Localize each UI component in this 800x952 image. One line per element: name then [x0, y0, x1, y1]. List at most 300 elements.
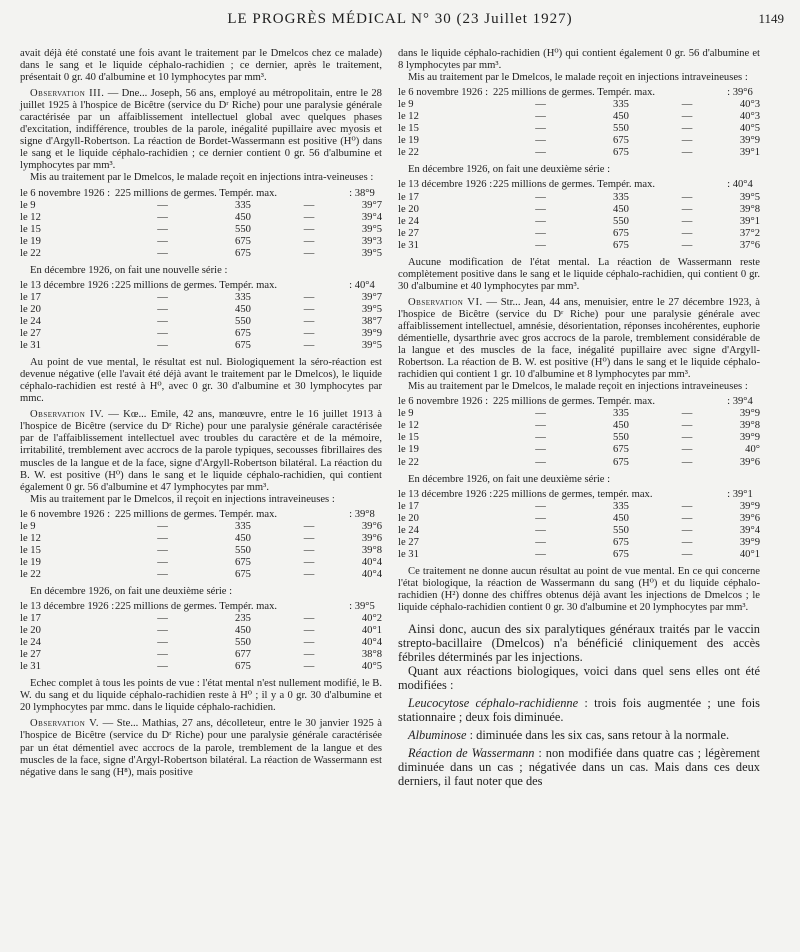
paragraph: Mis au traitement par le Dmelcos, le malade reçoit en injections intraveineuses :	[408, 72, 748, 84]
table-row	[398, 87, 760, 99]
table-cell: 450	[613, 512, 629, 524]
table-cell: 39°5	[361, 223, 382, 235]
table-cell: le 6 novembre 1926 :	[20, 508, 111, 520]
observation-label: Observation IV.	[30, 409, 104, 421]
table-cell: le 17	[398, 500, 419, 512]
injection-table	[398, 179, 760, 251]
table-cell: 677	[235, 649, 251, 661]
running-header	[16, 8, 784, 30]
table-cell: —	[681, 203, 693, 215]
table-cell: —	[303, 544, 315, 556]
table-row	[20, 649, 382, 661]
table-row	[398, 408, 760, 420]
table-cell: —	[157, 340, 168, 352]
summary-paragraph: Quant aux réactions biologiques, voici dans quel sens elles ont été modifiées :	[398, 664, 760, 693]
table-cell: le 20	[398, 512, 419, 524]
table-row	[20, 328, 382, 340]
table-cell: —	[535, 227, 546, 239]
table-cell: 225 millions de germes. Tempér. max.	[115, 279, 278, 291]
table-cell: 235	[235, 613, 251, 625]
table-cell: 39°9	[739, 135, 760, 147]
table-cell: —	[681, 239, 693, 251]
table-row	[398, 147, 760, 159]
table-cell: 450	[235, 532, 251, 544]
table-cell: le 13 décembre 1926 :	[398, 488, 493, 500]
table-cell: le 9	[398, 99, 414, 111]
table-cell: 40°4	[361, 556, 382, 568]
table-row	[398, 549, 760, 561]
table-cell: —	[303, 315, 315, 327]
table-row	[398, 420, 760, 432]
table-row	[20, 316, 382, 328]
table-cell: —	[535, 500, 546, 512]
table-cell: le 31	[20, 661, 41, 673]
table-cell: 675	[613, 147, 629, 159]
table-cell: —	[681, 123, 693, 135]
table-cell: —	[157, 520, 168, 532]
table-cell: —	[681, 456, 693, 468]
table-cell: 39°8	[739, 420, 760, 432]
table-cell: le 12	[398, 420, 419, 432]
table-cell: 675	[235, 328, 251, 340]
table-cell: —	[157, 247, 168, 259]
table-cell: —	[157, 235, 168, 247]
table-cell: 450	[613, 203, 629, 215]
table-cell: —	[157, 613, 168, 625]
table-cell: —	[535, 420, 546, 432]
table-cell: 39°7	[361, 199, 382, 211]
paragraph: En décembre 1926, on fait une nouvelle série :	[30, 264, 228, 276]
table-cell: 675	[235, 247, 251, 259]
table-row	[398, 179, 760, 191]
table-cell: 39°5	[361, 303, 382, 315]
table-cell: —	[157, 211, 168, 223]
table-cell: —	[303, 291, 315, 303]
table-row	[398, 192, 760, 204]
table-row	[398, 228, 760, 240]
table-row	[20, 340, 382, 352]
table-cell: le 19	[20, 235, 41, 247]
table-cell: 550	[613, 432, 629, 444]
table-cell: : 40°4	[349, 279, 375, 291]
table-cell: 335	[613, 500, 629, 512]
table-cell: 675	[235, 340, 251, 352]
table-cell: —	[681, 536, 693, 548]
table-cell: —	[157, 544, 168, 556]
table-cell: le 19	[20, 556, 41, 568]
table-cell: 40°3	[739, 111, 760, 123]
table-cell: —	[157, 556, 168, 568]
table-cell: 225 millions de germes. Tempér. max.	[115, 601, 278, 613]
table-cell: le 24	[20, 315, 41, 327]
table-cell: —	[303, 247, 315, 259]
table-cell: 335	[235, 291, 251, 303]
table-cell: —	[157, 625, 168, 637]
table-cell: 675	[235, 661, 251, 673]
table-cell: 225 millions de germes. Tempér. max.	[493, 396, 656, 408]
table-row	[20, 212, 382, 224]
observation-3: Observation III. — Dne... Joseph, 56 ans, employé au métropolitain, entre le 28 juillet 1925 à l'hospice de Bicêtre (service du Dʳ Riche) pour une paralysie générale caractérisée par un affaiblissement intellectuel global avec quelques phases d'excitation, indifférence, troubles de la parole, inégalité pupillaire avec myosis et signe d'Argyll-Robertson. La réaction de Bordet-Wassermann est positive (H⁰) dans le sang et le liquide céphalo-rachidien ; ce dernier contient 0 gr. 56 d'albumine et lymphocytes par mm³.	[20, 88, 382, 172]
table-cell: le 6 novembre 1926 :	[20, 187, 111, 199]
injection-table	[20, 188, 382, 260]
table-cell: le 9	[20, 199, 36, 211]
table-cell: —	[681, 512, 693, 524]
table-cell: le 13 décembre 1926 :	[20, 601, 115, 613]
table-cell: 39°6	[739, 512, 760, 524]
table-cell: le 22	[398, 456, 419, 468]
table-cell: —	[535, 99, 546, 111]
table-cell: —	[303, 568, 315, 580]
table-cell: 450	[235, 625, 251, 637]
table-row	[20, 248, 382, 260]
table-cell: 38°7	[361, 315, 382, 327]
table-cell: —	[303, 661, 315, 673]
table-cell: —	[535, 215, 546, 227]
table-cell: 37°6	[739, 239, 760, 251]
paragraph: dans le liquide céphalo-rachidien (H⁰) qui contient également 0 gr. 56 d'albumine et 8 lymphocytes par mm³.	[398, 48, 760, 72]
observation-label: Observation VI.	[408, 296, 483, 308]
table-row	[398, 396, 760, 408]
table-row	[20, 292, 382, 304]
table-cell: —	[681, 99, 693, 111]
table-cell: 225 millions de germes. Tempér. max.	[493, 179, 656, 191]
paragraph: En décembre 1926, on fait une deuxième série :	[30, 585, 233, 597]
table-cell: —	[681, 215, 693, 227]
observation-label: Observation V.	[30, 718, 100, 730]
table-cell: 39°6	[739, 456, 760, 468]
table-cell: 40°2	[361, 613, 382, 625]
table-row	[398, 432, 760, 444]
table-cell: le 19	[398, 135, 419, 147]
table-row	[20, 569, 382, 581]
table-row	[20, 625, 382, 637]
table-cell: le 17	[20, 291, 41, 303]
table-cell: —	[157, 649, 168, 661]
table-cell: —	[157, 637, 168, 649]
table-cell: 550	[235, 223, 251, 235]
page-number: 1149	[758, 11, 784, 26]
table-cell: —	[535, 203, 546, 215]
table-cell: —	[157, 315, 168, 327]
table-cell: 40°3	[739, 99, 760, 111]
table-cell: le 13 décembre 1926 :	[398, 179, 493, 191]
table-cell: le 31	[20, 340, 41, 352]
table-cell: 335	[235, 199, 251, 211]
table-cell: 450	[613, 420, 629, 432]
table-row	[20, 304, 382, 316]
table-row	[20, 280, 382, 292]
table-cell: —	[681, 444, 693, 456]
table-cell: 40°1	[361, 625, 382, 637]
table-cell: 39°1	[739, 147, 760, 159]
table-cell: —	[303, 235, 315, 247]
table-cell: 39°5	[361, 340, 382, 352]
table-row	[398, 525, 760, 537]
table-row	[398, 99, 760, 111]
table-cell: 335	[613, 191, 629, 203]
table-row	[20, 236, 382, 248]
table-cell: 450	[235, 211, 251, 223]
table-row	[398, 216, 760, 228]
table-cell: le 31	[398, 239, 419, 251]
table-cell: le 27	[20, 328, 41, 340]
table-cell: —	[535, 408, 546, 420]
table-cell: 225 millions de germes. Tempér. max.	[115, 508, 278, 520]
table-row	[398, 537, 760, 549]
table-cell: le 27	[398, 536, 419, 548]
table-cell: —	[303, 211, 315, 223]
table-row	[398, 204, 760, 216]
table-cell: 450	[613, 111, 629, 123]
table-row	[398, 457, 760, 469]
table-cell: 39°8	[361, 544, 382, 556]
table-row	[20, 509, 382, 521]
journal-title: LE PROGRÈS MÉDICAL N° 30 (23 Juillet 1927)	[227, 11, 573, 27]
table-cell: 675	[613, 548, 629, 560]
paragraph: Echec complet à tous les points de vue : l'état mental n'est nullement modifié, le B. W. du sang et du liquide céphalo-rachidien reste à H⁰ ; il y a 0 gr. 30 d'albumine et 20 lymphocytes par mmc. dans le liquide céphalo-rachidien.	[20, 678, 382, 714]
table-cell: 335	[613, 408, 629, 420]
table-cell: le 24	[20, 637, 41, 649]
paragraph: Mis au traitement par le Dmelcos, le malade reçoit en injections intra-veineuses :	[30, 172, 374, 184]
table-cell: 335	[235, 520, 251, 532]
table-cell: le 15	[398, 432, 419, 444]
result-wassermann: Réaction de Wassermann : non modifiée dans quatre cas ; légèrement diminuée dans un cas ; négativée dans un cas. Mais dans ces deux derniers, il faut noter que des	[398, 746, 760, 789]
table-cell: —	[157, 223, 168, 235]
table-cell: le 20	[20, 625, 41, 637]
paragraph: avait déjà été constaté une fois avant le traitement par le Dmelcos chez ce malade) dans le sang et le liquide céphalo-rachidien ; ce dernier, après le traitement, présentait 0 gr. 40 d'albumine et 10 lymphocytes par mm³.	[20, 48, 382, 84]
table-cell: 39°6	[361, 532, 382, 544]
table-cell: 39°9	[739, 408, 760, 420]
table-cell: le 20	[398, 203, 419, 215]
table-cell: —	[681, 420, 693, 432]
table-cell: le 20	[20, 303, 41, 315]
table-row	[398, 489, 760, 501]
table-cell: le 24	[398, 215, 419, 227]
table-cell: —	[535, 456, 546, 468]
table-cell: —	[681, 191, 693, 203]
table-cell: 675	[613, 135, 629, 147]
table-cell: 40°	[745, 444, 760, 456]
table-cell: 40°4	[361, 637, 382, 649]
table-cell: le 15	[20, 544, 41, 556]
table-cell: le 9	[20, 520, 36, 532]
table-cell: 675	[235, 556, 251, 568]
table-cell: le 12	[20, 211, 41, 223]
table-row	[398, 135, 760, 147]
observation-4: Observation IV. — Kœ... Emile, 42 ans, manœuvre, entre le 16 juillet 1913 à l'hospice de Bicêtre (service du Dʳ Riche) pour une paralysie générale caractérisée par de l'affaiblissement intellectuel avec troubles du caractère et de la mémoire, irritabilité, tremblement avec accrocs de la parole typiques, secousses fibrillaires des muscles de la langue et de la face, signe d'Argyll-Robertson bilatéral. La réaction du B. W. est positive (H⁰) dans le sang et le liquide céphalo-rachidien, qui contient également 0 gr. 56 d'albumine et 47 lymphocytes par mm³.	[20, 409, 382, 493]
observation-6: Observation VI. — Str... Jean, 44 ans, menuisier, entre le 27 décembre 1923, à l'hospice de Bicêtre (service du Dʳ Riche) pour une paralysie générale avec affaiblissement intellectuel, amnésie, désorientation, réponses incohérentes, euphorie démentielle, dysarthrie avec gros accrocs de la parole, tremblement considérable de la langue et des muscles de la face, inégalité pupillaire avec signe d'Argyll-Robertson. La réaction de B. W. est positive (H⁰) dans le sang et le liquide céphalo-rachidien qui contient 1 gr. 10 d'albumine et 8 lymphocytes par mm³.	[398, 296, 760, 381]
table-cell: —	[157, 568, 168, 580]
table-cell: le 15	[398, 123, 419, 135]
table-row	[20, 200, 382, 212]
table-cell: le 22	[20, 568, 41, 580]
paragraph: En décembre 1926, on fait une deuxième série :	[408, 164, 611, 176]
injection-table	[398, 396, 760, 468]
table-cell: 38°8	[361, 649, 382, 661]
paragraph: Au point de vue mental, le résultat est nul. Biologiquement la séro-réaction est devenue négative (elle l'avait été déjà avant le traitement par le Dmelcos), le liquide céphalo-rachidien est resté à H⁰, avec 0 gr. 30 d'albumine et 30 lymphocytes par mmc.	[20, 357, 382, 405]
table-cell: —	[535, 123, 546, 135]
table-cell: 550	[613, 524, 629, 536]
table-cell: —	[535, 444, 546, 456]
table-row	[20, 601, 382, 613]
result-albuminose: Albuminose : diminuée dans les six cas, sans retour à la normale.	[408, 728, 730, 743]
table-cell: 40°5	[739, 123, 760, 135]
table-cell: le 15	[20, 223, 41, 235]
table-cell: —	[303, 520, 315, 532]
table-cell: 39°8	[739, 203, 760, 215]
table-cell: 550	[613, 215, 629, 227]
table-cell: —	[303, 649, 315, 661]
paragraph: Mis au traitement par le Dmelcos, le malade reçoit en injections intraveineuses :	[408, 381, 748, 393]
table-cell: le 22	[398, 147, 419, 159]
table-cell: : 39°8	[349, 508, 375, 520]
table-row	[398, 444, 760, 456]
table-cell: le 6 novembre 1926 :	[398, 396, 489, 408]
observation-5: Observation V. — Ste... Mathias, 27 ans, décolleteur, entre le 30 janvier 1925 à l'hospice de Bicêtre (service du Dʳ Riche) pour une paralysie générale caractérisée par un état démentiel avec accrocs de la parole, tremblement de la langue et des muscles de la face, signe d'Argyl-Robertson bilatéral. La réaction de Wassermann est négative dans le sang (H⁸), mais positive	[20, 718, 383, 778]
table-cell: le 31	[398, 548, 419, 560]
result-leucocytose: Leucocytose céphalo-rachidienne : trois fois augmentée ; une fois stationnaire ; deux fois diminuée.	[398, 696, 760, 725]
right-column	[398, 48, 760, 788]
table-cell: 40°1	[739, 548, 760, 560]
table-cell: le 13 décembre 1926 :	[20, 279, 115, 291]
table-cell: —	[303, 556, 315, 568]
table-cell: 40°4	[361, 568, 382, 580]
table-cell: —	[681, 524, 693, 536]
table-cell: —	[535, 111, 546, 123]
table-cell: 550	[235, 315, 251, 327]
table-cell: —	[157, 328, 168, 340]
table-row	[398, 111, 760, 123]
table-cell: 550	[613, 123, 629, 135]
paragraph: Mis au traitement par le Dmelcos, il reçoit en injections intraveineuses :	[30, 493, 335, 505]
table-cell: —	[681, 147, 693, 159]
table-cell: —	[157, 291, 168, 303]
table-row	[20, 557, 382, 569]
table-cell: 39°9	[739, 432, 760, 444]
table-row	[398, 513, 760, 525]
summary-paragraph: Ainsi donc, aucun des six paralytiques généraux traités par le vaccin strepto-bacillaire (Dmelcos) n'a bénéficié cliniquement des accès fébriles déterminés par les injections.	[398, 622, 760, 665]
table-cell: —	[303, 532, 315, 544]
table-cell: le 24	[398, 524, 419, 536]
table-cell: 39°9	[361, 328, 382, 340]
table-cell: 39°5	[361, 247, 382, 259]
table-cell: —	[681, 500, 693, 512]
table-cell: 335	[613, 99, 629, 111]
injection-table	[20, 509, 382, 581]
table-cell: : 39°5	[349, 601, 375, 613]
table-cell: 675	[235, 568, 251, 580]
table-cell: —	[535, 147, 546, 159]
table-cell: 225 millions de germes. Tempér. max.	[493, 87, 656, 99]
table-cell: le 27	[20, 649, 41, 661]
table-row	[20, 521, 382, 533]
table-cell: : 39°1	[727, 488, 753, 500]
paragraph: En décembre 1926, on fait une deuxième série :	[408, 473, 611, 485]
table-cell: —	[303, 625, 315, 637]
table-cell: —	[681, 548, 693, 560]
injection-table	[398, 87, 760, 159]
table-cell: —	[303, 303, 315, 315]
table-cell: —	[535, 191, 546, 203]
table-cell: 39°3	[361, 235, 382, 247]
table-cell: —	[157, 199, 168, 211]
table-cell: : 39°6	[727, 87, 753, 99]
table-cell: 675	[235, 235, 251, 247]
table-cell: 39°5	[739, 191, 760, 203]
table-cell: 675	[613, 239, 629, 251]
table-cell: le 27	[398, 227, 419, 239]
table-cell: —	[303, 637, 315, 649]
table-cell: le 12	[398, 111, 419, 123]
table-cell: 39°6	[361, 520, 382, 532]
table-cell: —	[681, 135, 693, 147]
table-cell: —	[535, 239, 546, 251]
table-cell: le 6 novembre 1926 :	[398, 87, 489, 99]
table-cell: —	[303, 328, 315, 340]
table-cell: : 39°4	[727, 396, 753, 408]
table-cell: 39°4	[739, 524, 760, 536]
injection-table	[20, 601, 382, 673]
table-cell: le 17	[398, 191, 419, 203]
table-cell: —	[157, 532, 168, 544]
table-cell: —	[681, 111, 693, 123]
left-column	[20, 48, 382, 779]
table-cell: —	[681, 408, 693, 420]
table-cell: : 38°9	[349, 187, 375, 199]
table-row	[20, 224, 382, 236]
table-cell: —	[535, 548, 546, 560]
table-cell: —	[535, 512, 546, 524]
table-cell: le 12	[20, 532, 41, 544]
table-row	[20, 188, 382, 200]
table-row	[398, 240, 760, 252]
table-cell: —	[303, 613, 315, 625]
table-cell: 675	[613, 536, 629, 548]
observation-label: Observation III.	[30, 88, 105, 100]
table-cell: le 9	[398, 408, 414, 420]
table-cell: 675	[613, 444, 629, 456]
table-cell: 550	[235, 637, 251, 649]
table-row	[20, 637, 382, 649]
table-cell: —	[157, 661, 168, 673]
table-cell: 39°9	[739, 536, 760, 548]
table-row	[398, 501, 760, 513]
table-cell: —	[303, 340, 315, 352]
table-cell: 39°1	[739, 215, 760, 227]
table-cell: 40°5	[361, 661, 382, 673]
table-cell: —	[157, 303, 168, 315]
table-cell: —	[535, 135, 546, 147]
table-row	[20, 613, 382, 625]
table-cell: —	[303, 223, 315, 235]
table-cell: le 19	[398, 444, 419, 456]
table-cell: —	[535, 536, 546, 548]
table-cell: —	[681, 432, 693, 444]
table-row	[20, 661, 382, 673]
table-cell: 39°4	[361, 211, 382, 223]
table-cell: 225 millions de germes, tempér. max.	[493, 488, 653, 500]
table-cell: —	[303, 199, 315, 211]
table-cell: —	[535, 524, 546, 536]
table-row	[20, 533, 382, 545]
table-cell: 675	[613, 456, 629, 468]
table-cell: 37°2	[739, 227, 760, 239]
table-row	[20, 545, 382, 557]
table-cell: : 40°4	[727, 179, 753, 191]
table-cell: 450	[235, 303, 251, 315]
table-cell: 550	[235, 544, 251, 556]
table-cell: le 17	[20, 613, 41, 625]
